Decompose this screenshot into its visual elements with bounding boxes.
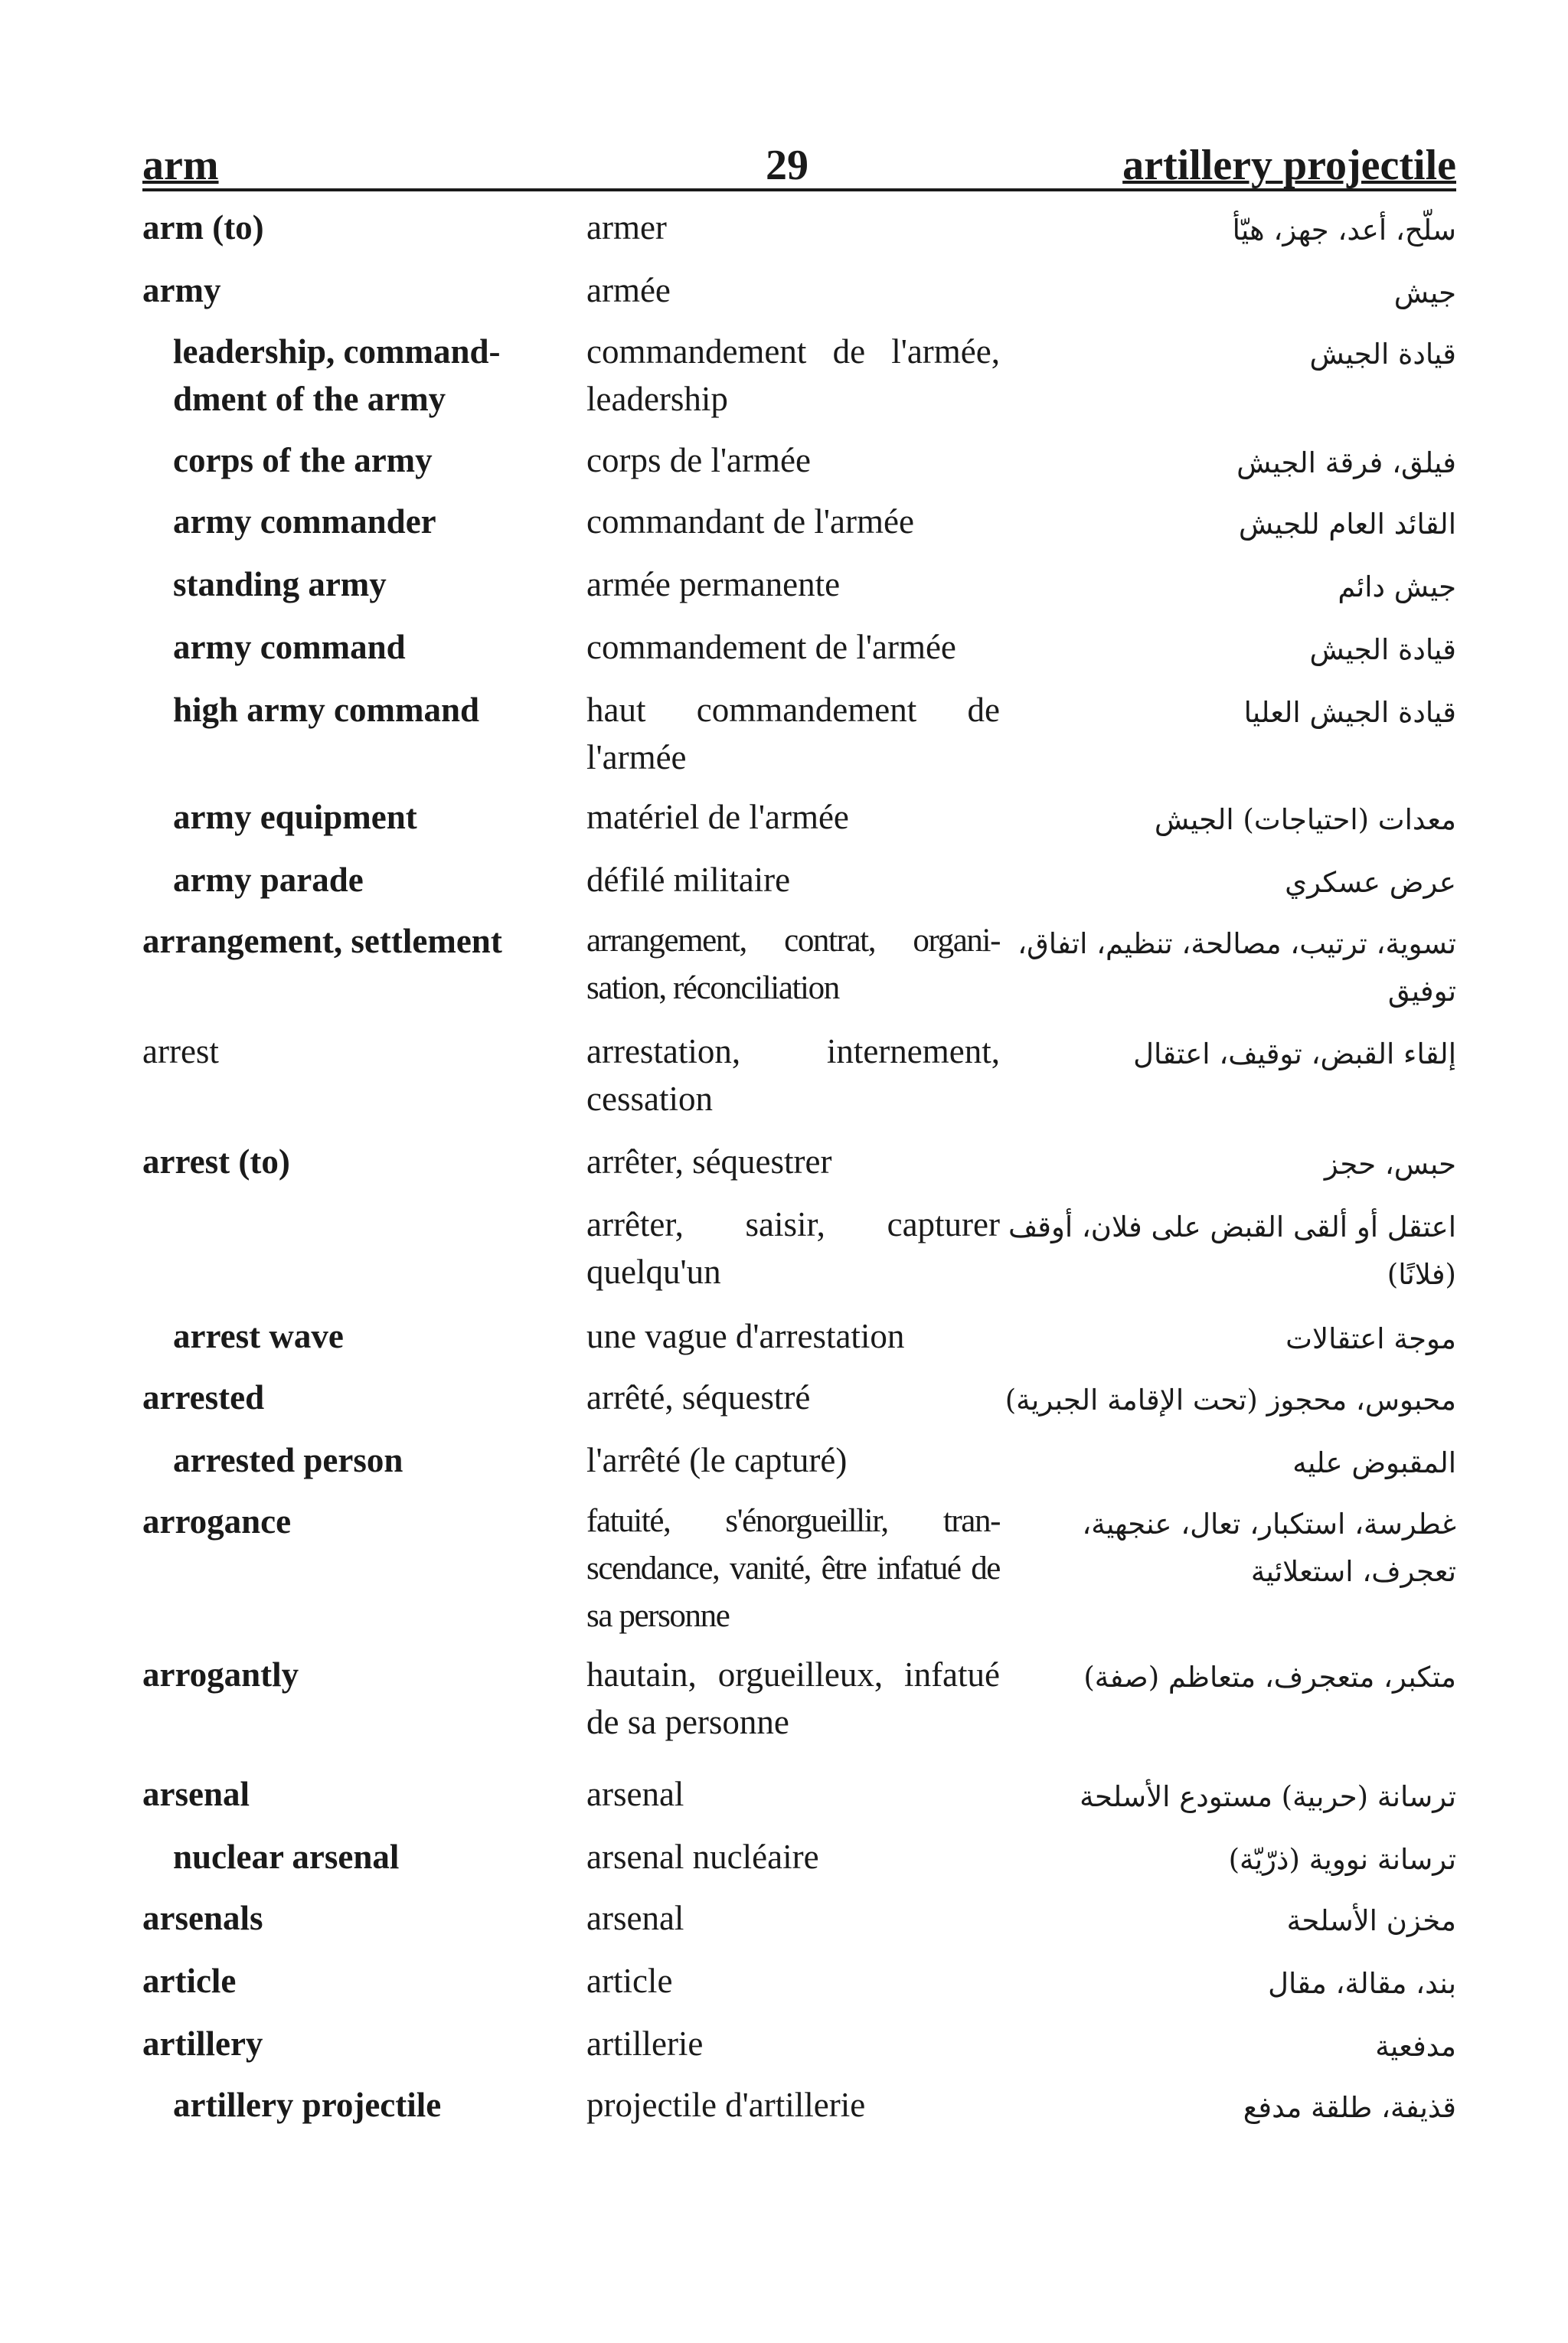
entry-row: [142, 856, 1456, 917]
english-term: arm (to): [142, 208, 264, 247]
french-translation: commandement de l'armée: [586, 628, 956, 666]
english-term: standing army: [173, 565, 387, 603]
entry-row: [142, 1894, 1456, 1957]
french-translation: l'arrêté (le capturé): [586, 1441, 848, 1479]
arabic-translation: عرض عسكري: [1285, 866, 1456, 899]
english-term: arrangement, settlement: [142, 922, 502, 960]
french-translation: arsenal: [586, 1775, 684, 1813]
arabic-translation: معدات (احتياجات) الجيش: [1154, 803, 1456, 836]
arabic-translation: موجة اعتقالات: [1285, 1322, 1456, 1355]
english-term: army parade: [173, 861, 364, 899]
french-translation: projectile d'artillerie: [586, 2086, 866, 2124]
arabic-translation: بند، مقالة، مقال: [1268, 1967, 1456, 2000]
english-term: army equipment: [173, 798, 417, 836]
entry-row: [142, 1028, 1456, 1138]
french-translation: commandement de l'armée, leadership: [586, 332, 1000, 418]
english-term: artillery projectile: [173, 2086, 442, 2124]
entry-row: [142, 2081, 1456, 2142]
running-header: [142, 115, 1456, 191]
entry-row: [142, 1312, 1456, 1374]
entry-row: [142, 793, 1456, 856]
entry-row: [142, 1498, 1456, 1651]
arabic-translation: قذيفة، طلقة مدفع: [1243, 2091, 1456, 2124]
english-term: corps of the army: [173, 441, 433, 479]
english-term: nuclear arsenal: [173, 1838, 400, 1876]
arabic-translation: فيلق، فرقة الجيش: [1236, 446, 1456, 479]
french-translation: fatuité, s'énorgueillir, tran-scendance, vanité, être infatué de sa personne: [586, 1503, 1000, 1634]
french-translation: arrêter, saisir, capturer quelqu'un: [586, 1205, 1000, 1291]
entry-row: [142, 498, 1456, 560]
entry-row: [142, 1770, 1456, 1833]
arabic-translation: قيادة الجيش العليا: [1243, 696, 1456, 729]
french-translation: armer: [586, 208, 667, 247]
english-term: arrested: [142, 1378, 265, 1417]
arabic-translation: ترسانة (حربية) مستودع الأسلحة: [1080, 1780, 1456, 1813]
arabic-translation: قيادة الجيش: [1309, 633, 1456, 666]
english-term: army: [142, 271, 221, 309]
entry-row: [142, 1436, 1456, 1498]
arabic-translation: تسوية، ترتيب، مصالحة، تنظيم، اتفاق، توفيق: [1018, 927, 1456, 1008]
french-translation: corps de l'armée: [586, 441, 811, 479]
arabic-translation: القائد العام للجيش: [1238, 508, 1456, 541]
entry-row: [142, 623, 1456, 686]
entry-row: [142, 1833, 1456, 1894]
arabic-translation: متكبر، متعجرف، متعاظم (صفة): [1083, 1661, 1456, 1694]
english-term: article: [142, 1962, 237, 2000]
entry-row: [142, 1957, 1456, 2020]
entry-row: [142, 1374, 1456, 1436]
arabic-translation: جيش: [1393, 276, 1456, 309]
english-term: arrested person: [173, 1441, 403, 1479]
french-translation: arrangement, contrat, organi-sation, réconciliation: [586, 923, 1000, 1006]
entry-row: [142, 2020, 1456, 2081]
arabic-translation: مدفعية: [1375, 2030, 1456, 2063]
english-term: army commander: [173, 502, 436, 541]
header-first-word: arm: [142, 142, 219, 189]
english-term: arsenals: [142, 1899, 263, 1937]
english-term: arrest (to): [142, 1142, 290, 1181]
french-translation: armée permanente: [586, 565, 841, 603]
arabic-translation: محبوس، محجوز (تحت الإقامة الجبرية): [1004, 1384, 1456, 1417]
arabic-translation: إلقاء القبض، توقيف، اعتقال: [1133, 1038, 1456, 1070]
english-term: arrest: [142, 1032, 219, 1070]
entry-row: [142, 266, 1456, 328]
page-number: 29: [766, 142, 808, 189]
french-translation: haut commandement de l'armée: [586, 691, 1000, 776]
english-term: high army command: [173, 691, 480, 729]
arabic-translation: اعتقل أو ألقى القبض على فلان، أوقف (فلانًا): [1008, 1211, 1456, 1291]
french-translation: arrestation, internement, cessation: [586, 1032, 1000, 1118]
french-translation: défilé militaire: [586, 861, 791, 899]
entry-row: [142, 1138, 1456, 1201]
english-term: artillery: [142, 2024, 263, 2063]
french-translation: une vague d'arrestation: [586, 1317, 905, 1355]
entry-row: [142, 328, 1456, 436]
arabic-translation: حبس، حجز: [1324, 1148, 1456, 1181]
french-translation: arrêter, séquestrer: [586, 1142, 832, 1181]
arabic-translation: غطرسة، استكبار، تعال، عنجهية، تعجرف، استعلائية: [1082, 1508, 1456, 1588]
english-term: arsenal: [142, 1775, 250, 1813]
entry-row: [142, 1651, 1456, 1770]
english-term: arrogantly: [142, 1655, 299, 1694]
french-translation: arsenal nucléaire: [586, 1838, 819, 1876]
french-translation: commandant de l'armée: [586, 502, 914, 541]
english-term: arrest wave: [173, 1317, 344, 1355]
english-term: leadership, command- dment of the army: [173, 332, 501, 418]
french-translation: article: [586, 1962, 673, 2000]
entry-row: [142, 560, 1456, 623]
arabic-translation: ترسانة نووية (ذرّيّة): [1228, 1843, 1456, 1876]
french-translation: arsenal: [586, 1899, 684, 1937]
entry-row: [142, 917, 1456, 1028]
dictionary-page: [142, 115, 1456, 2142]
french-translation: arrêté, séquestré: [586, 1378, 811, 1417]
arabic-translation: جيش دائم: [1338, 570, 1456, 603]
entry-row: [142, 436, 1456, 498]
french-translation: artillerie: [586, 2024, 704, 2063]
entry-list: [142, 204, 1456, 2142]
arabic-translation: سلّح، أعد، جهز، هيّأ: [1232, 214, 1456, 247]
arabic-translation: مخزن الأسلحة: [1286, 1904, 1456, 1937]
arabic-translation: قيادة الجيش: [1309, 338, 1456, 371]
entry-row: [142, 686, 1456, 793]
entry-row: [142, 1201, 1456, 1312]
header-last-word: artillery projectile: [1122, 142, 1456, 189]
english-term: army command: [173, 628, 406, 666]
french-translation: matériel de l'armée: [586, 798, 849, 836]
entry-row: [142, 204, 1456, 266]
arabic-translation: المقبوض عليه: [1292, 1446, 1456, 1479]
english-term: arrogance: [142, 1502, 292, 1541]
french-translation: hautain, orgueilleux, infatué de sa personne: [586, 1655, 1000, 1741]
french-translation: armée: [586, 271, 671, 309]
